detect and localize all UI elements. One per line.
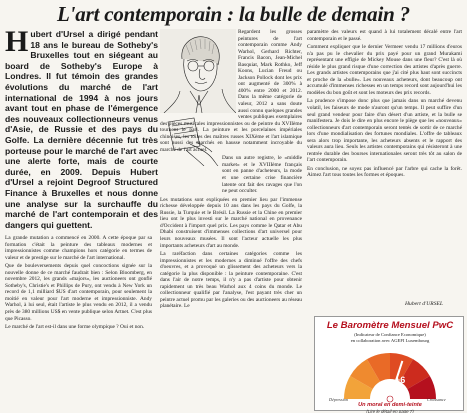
gauge-arcs <box>344 353 436 399</box>
barometer-caption <box>315 402 465 413</box>
paragraph: En conclusion, ne soyez pas influencé par l'arbre qui cache la forêt. Aimez l'art tous toutes les formes et époques. <box>307 165 462 179</box>
paragraph: Comment expliquer que le dernier Vermeer vendu 17 millions d'euros n'a pas pu le chevalier du prix payé pour un grand Murakami représentant une effigie de Mickey Mouse dans une fleur? C'est là où réside le plus grand risque d'une correction des artistes d'après guerre. Les grands artistes contemporains que j'ai cité plus haut sont succincts et proche de la «bulle». Les nouveaux acheteurs, dont beaucoup ont accumulé d'immenses richesses en un temps record sont aujourd'hui les modèles du bon goût et sont les moteurs des prix records. <box>307 44 462 96</box>
gauge-label-left: Dépression <box>329 397 348 402</box>
barometer-gauge <box>315 343 465 403</box>
paragraph: La prudence s'impose donc plus que jamais dans un marché devenu volatil, les faiseurs de mode n'auront qu'un temps. Il peut suffire d'un seul grand vendeur pour faire d'un désert d'un artiste, et la bulle se manifestera. Je dois le dire en plus encore le piège que les «nouveaux» collectionneurs d'art contemporain seront tentés de sortir de ce marché lors d'une mondialisation des fortunes mondiales. L'offre de tableaux sera alors trop importante, les acheteurs absents et le rapport des valeurs aura lieu. Seuls les artistes contemporains qui résisteront à une rentrée durable des bourses internationales seront très tôt au salon de l'art contemporain. <box>307 98 462 164</box>
barometer-caption-sub: (Lire le détail en page 7) <box>366 409 414 413</box>
article-column-left <box>5 235 152 411</box>
paragraph: Les mutations sont expliquées en premier lieu par l'immense richesse développée depuis 10 ans dans les pays du Golfe, la Russie, la Turquie et le Brésil. La Russie et la Chine en premier lieu ont le plus investi sur le marché national en provenance d'Occident à l'import quel prix. Les pays comme le Qatar et Abu Dhabi construisent d'immenses collections d'art universel pour leurs nouveaux musées. Il sont l'acteur actuelle les plus importants acheteurs d'art au monde. <box>160 196 302 249</box>
barometer-caption-main: Un moral en demi-teinte <box>358 402 422 408</box>
lead-paragraph <box>5 25 158 230</box>
paragraph: Regardent les grosses peintures de l'art contemporain comme Andy Warhol, Gerhard Richter, Francis Bacon, Jean-Michel Basquiat, Mark Rothko, Jeff Koons, Lucian Freud ou Jackson Pollock dont les prix ont augmenté de 300% à 400% entre 2000 et 2012. Dans la même catégorie de valeur, 2012 a sans doute aussi connu quelques grandes ventes publiques exemplaires des pièces musicales impressionnistes ou de peintre du XVIIème tournent le pari. La peinture et les porcelaines impériales chinoises, les toiles des maîtres russes XIXème et l'art islamique sont aussi des marchés en hausse notamment incroyable du marché de l'art actuel. <box>160 29 302 153</box>
article-column-middle <box>160 29 302 411</box>
barometer-subtitle <box>315 332 465 343</box>
barometer-subtitle-line2: en collaboration avec AGEFI Luxembourg <box>350 337 430 343</box>
paragraph: La grande mutation a commencé en 2000. A cette époque par sa formation c'était la peinture des tableaux modernes et impressionnistes comme champions hors catégorie en termes de valeur et de prestige sur le marché de l'art international. <box>5 235 152 261</box>
paragraph: Dans un autre registre, le «middle market» et le XVIIIème français sont en panne d'acheteurs, la mode et une certaine crise financière latente ont fait des ravages que l'on ne peut occulter. <box>222 155 302 195</box>
paragraph: Que de bouleversements depuis quel concoctions signée sur la nouvelle donne de ce marché faudrait bien : Selon Bloomberg, en novembre 2012, les grands «majors», les auctioneers ont gonflé Sotheby's, Christie's et Phillips de Pury, ont vendu à New York un record de 1,1 milliard $US d'art contemporain, pour seulement la moitié en valeur pour l'art moderne et impressionniste. Andy Warhol, à lui seul, était l'artiste le plus vendu en 2012, il a vendu près de 380 millions US$ en vente publique selon Artnet. C'est plus que Picasso. <box>5 263 152 322</box>
barometer-box <box>314 316 464 411</box>
author-signature: Hubert d'URSEL <box>405 301 444 307</box>
article-column-right <box>307 29 462 309</box>
paragraph: paramètre des valeurs est quand à lui totalement décalé entre l'art contemporain et le passé. <box>307 29 462 42</box>
paragraph: Le marché de l'art est-il dans une forme olympique ? Oui et non. <box>5 324 145 331</box>
barometer-subtitle-line1: (Indicateur de Confiance Economique) <box>354 332 426 337</box>
gauge-label-right: Croissance <box>427 397 446 402</box>
lead-text: ubert d'Ursel a dirigé pendant 18 ans le bureau de Sotheby's Bruxelles tout en siégeant au board de Sotheby's Europe à Londres. Il fut témoin des grandes évolutions du marché de l'art international de 1994 à nos jours avant tout en phase de l'émergence des nouveaux collectionneurs venus d'Asie, de Russie et des pays du Golfe. La dernière décennie fut très porteuse pour le marché de l'art avec une alerte forte, mais de courte durée, en 2009. Depuis Hubert d'Ursel a rejoint Degroof Structured Finance à Bruxelles et nous donne une analyse sur la surchauffe du marché de l'art contemporain et des dangers qui guettent. <box>5 29 158 230</box>
portrait-wrap-space <box>160 29 238 115</box>
hand-wrap-space <box>160 155 222 195</box>
drop-cap: H <box>5 25 29 58</box>
gauge-value: +6 <box>395 375 406 385</box>
headline: L'art contemporain : la bulle de demain ? <box>57 2 410 26</box>
barometer-title: Le Baromètre Mensuel PwC <box>326 320 454 331</box>
paragraph: La raréfaction dans certaines catégories comme les impressionnistes et les modernes a diminué l'offre des chefs d'oeuvres, et a provoqué un glissement des acheteurs vers la catégorie la plus disponible : la peinture contemporaine. C'est dans l'air de notre temps, il n'y a pas d'artiste pour obtenir rapidement un très beau Warhol aux 4 coins du monde. Le collectionneur qualifié par l'analyse, l'est payant très cher un peintre actuel promu par les galeries ou des auctioneers au réseau planétaire. Le <box>160 251 302 310</box>
